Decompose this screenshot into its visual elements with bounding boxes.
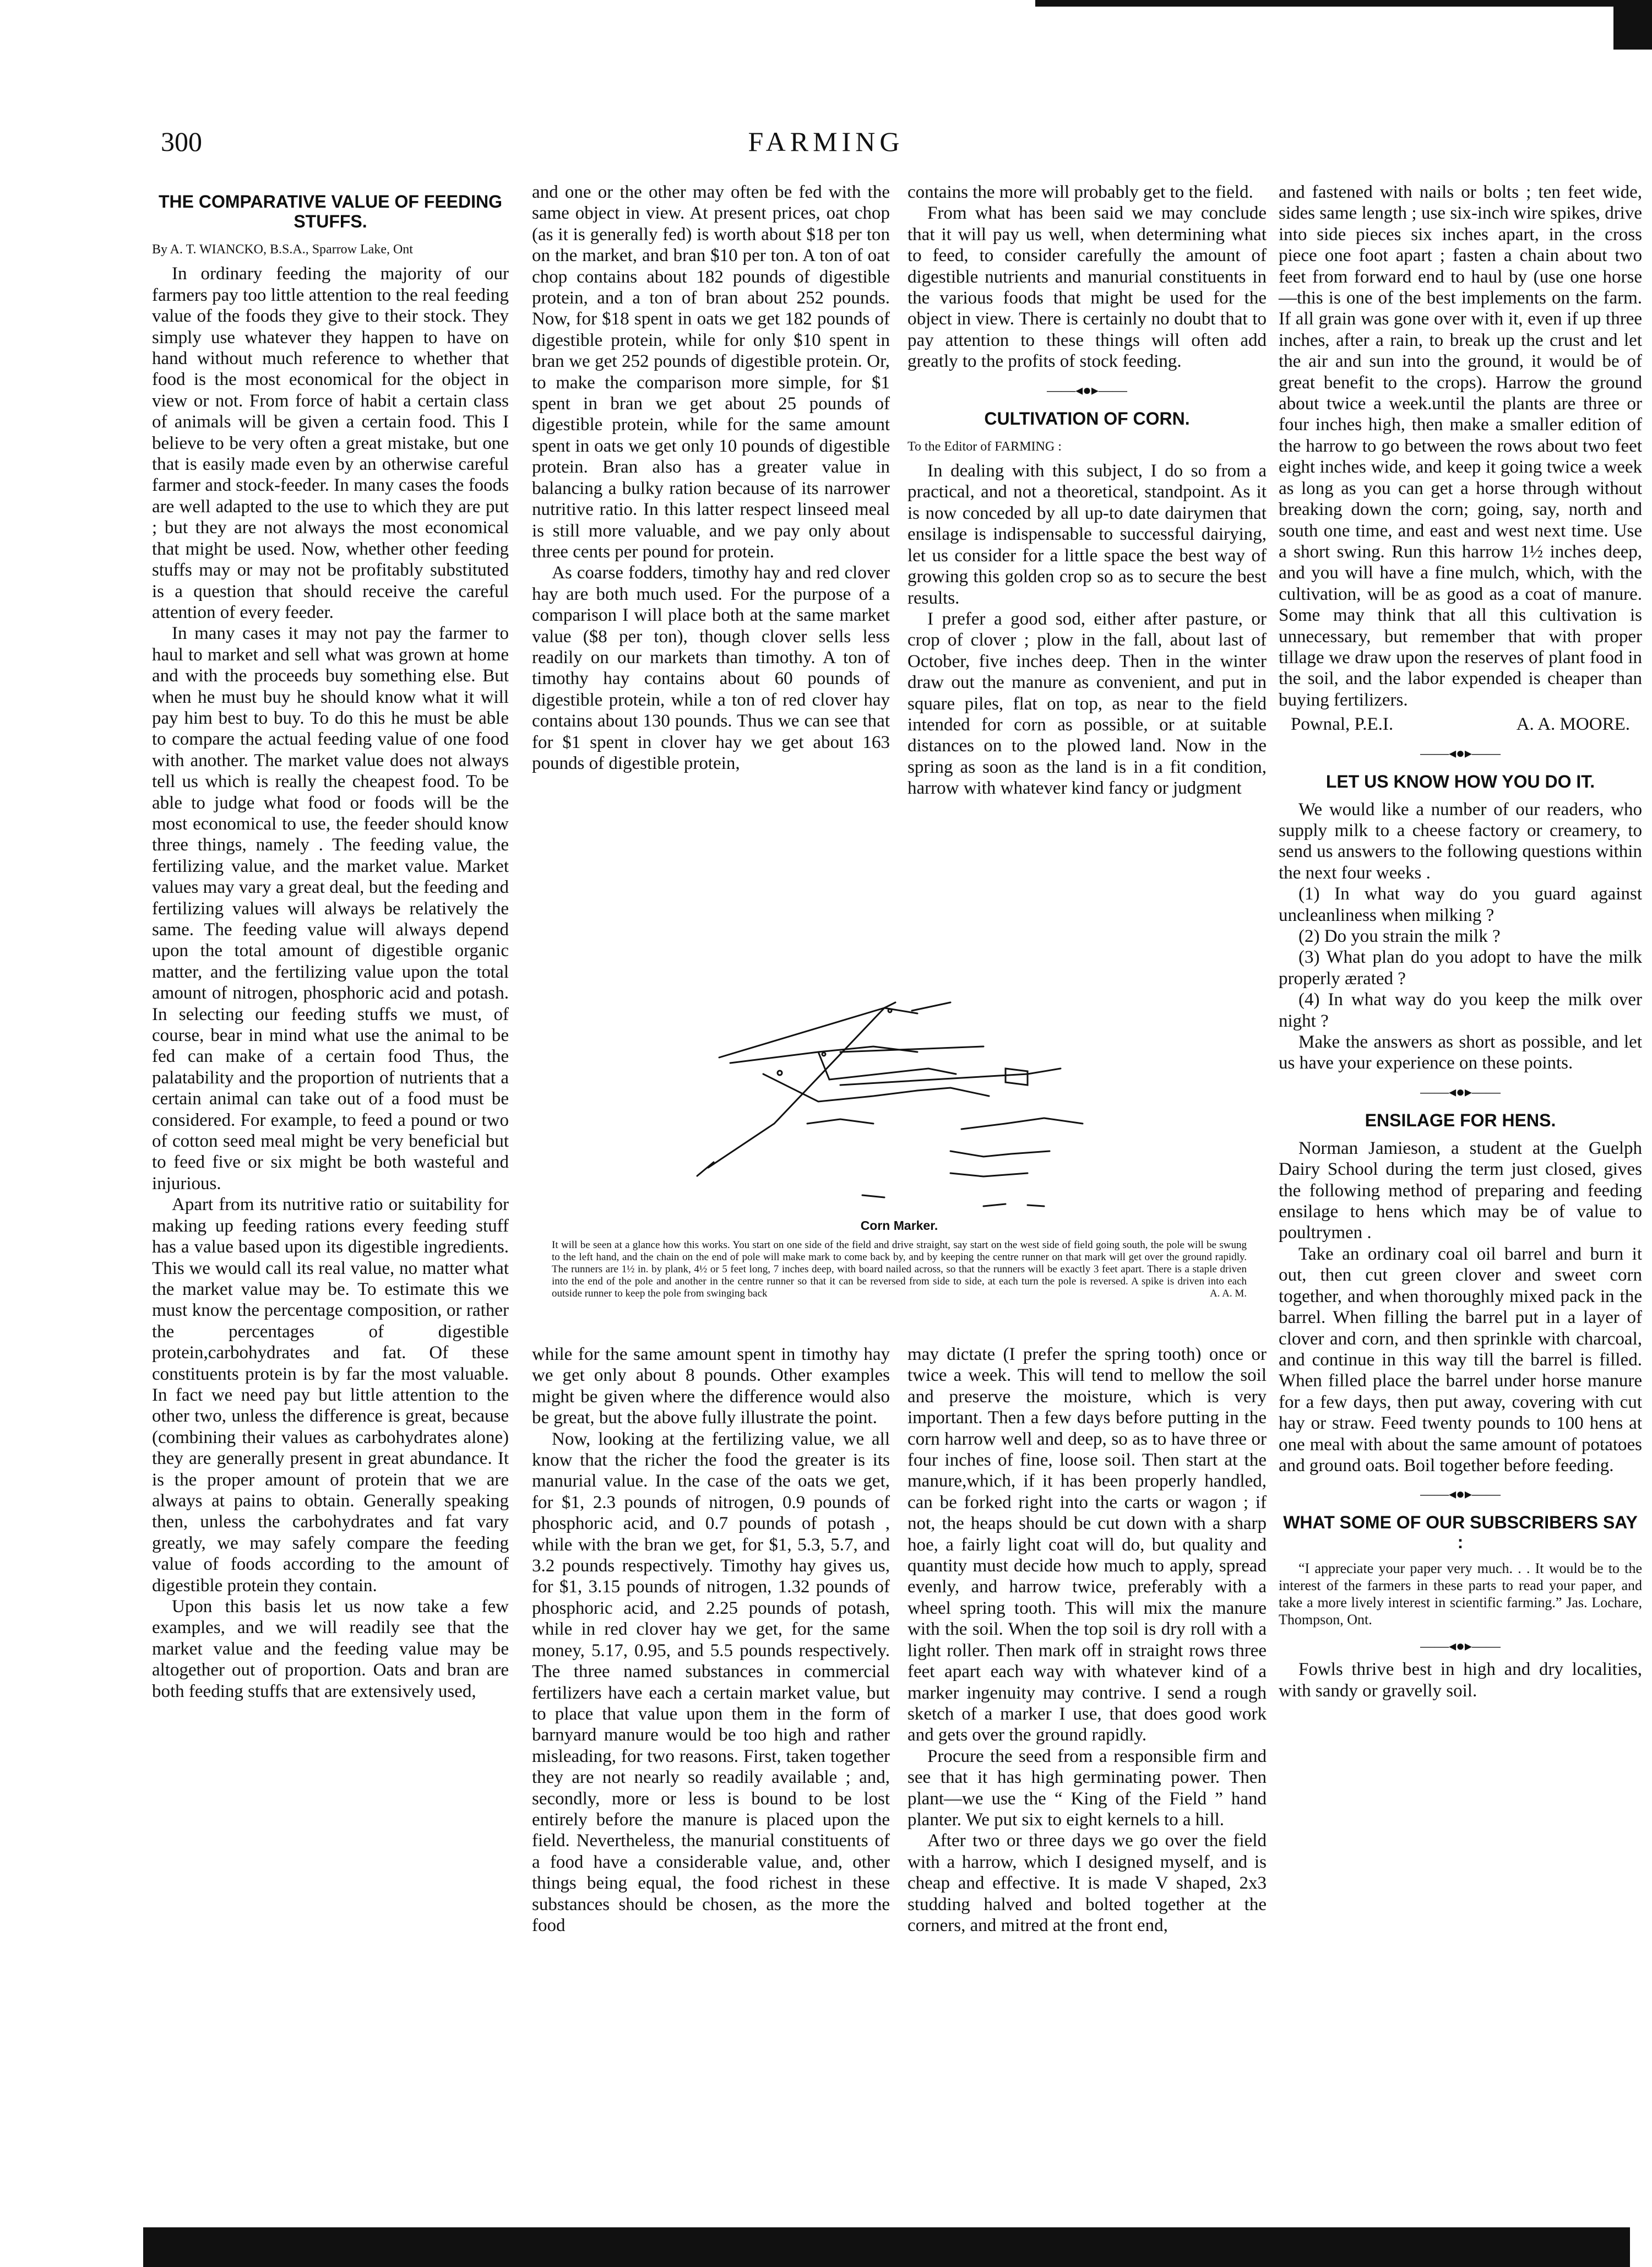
paragraph: Norman Jamieson, a student at the Guelph Dairy School during the term just closed, gives the following method of preparing and feeding ensilage to hens which may be of value to poultrymen . [1279, 1138, 1642, 1243]
column-3-bottom [907, 1344, 1267, 1936]
question: (4) In what way do you keep the milk over night ? [1279, 990, 1642, 1031]
section-divider: ——◂●▸—— [1420, 745, 1501, 761]
signoff-name: A. A. MOORE. [1516, 714, 1630, 735]
paragraph: Apart from its nutritive ratio or suitability for making up feeding rations every feeding stuff has a value based upon its digestible ingredients. This we would call its real value, no matter what the market value may be. To estimate this we must know the percentage composition, or rather the percentages of digestible protein,carbohydrates and fat. Of these constituents protein is by far the most valuable. In fact we need pay but little attention to the other two, unless the difference is great, because (combining their values as carbohydrates alone) they are generally present in great abundance. It is the proper amount of protein that we are always at pains to obtain. Generally speaking then, unless the carbohydrates and fat vary greatly, we may safely compare the feeding value of foods according to the amount of digestible protein they contain. [152, 1195, 509, 1596]
paragraph: and fastened with nails or bolts ; ten feet wide, sides same length ; use six-inch wire spikes, drive into side pieces six inches apart, in the cross piece one foot apart ; fasten a chain about two feet from forward end to haul by (use one horse—this is one of the best implements on the farm. If all grain was gone over with it, even if up three inches, after a rain, to break up the crust and let the air and sun into the ground, it would be of great benefit to the crops). Harrow the ground about twice a week.until the plants are three or four inches high, then make a smaller edition of the harrow to go between the rows about two feet eight inches wide, and keep it going twice a week as long as you can get a horse through without breaking down the corn; going, say, north and south one time, and east and west next time. Use a short swing. Run this harrow 1½ inches deep, and you will have a fine mulch, which, with the cultivation, will be as good as a coat of manure. Some may think that all this cultivation is unnecessary, but remember that with proper tillage we draw upon the reserves of plant food in the soil, and the labor expended is cheaper than buying fertilizers. [1279, 182, 1642, 710]
article-title-cultivation-of-corn: CULTIVATION OF CORN. [984, 408, 1190, 429]
corn-marker-sketch [532, 986, 1267, 1217]
scan-edge-corner [1613, 0, 1652, 50]
article-title-feeding-stuffs: THE COMPARATIVE VALUE OF FEEDING STUFFS. [158, 192, 502, 231]
article-title-subscribers-say: WHAT SOME OF OUR SUBSCRIBERS SAY : [1283, 1512, 1638, 1553]
paragraph: In many cases it may not pay the farmer to haul to market and sell what was grown at home and with the proceeds buy something else. But when he must buy he should know what it will pay him best to buy. To do this he must be able to compare the actual feeding value of one food with another. The market value does not always tell us which is really the cheapest food. To be able to judge what food or foods will be the most economical to use, the feeder should know three things, namely . The feeding value, the fertilizing value, and the market value. Market values may vary a great deal, but the feeding and fertilizing values will always be relatively the same. The feeding value will always depend upon the total amount of digestible organic matter, and the fertilizing value upon the total amount of nitrogen, phosphoric acid and potash. In selecting our feeding stuffs we must, of course, bear in mind what use the animal to be fed can make of a certain food Thus, the palatability and the proportion of nutrients that a certain animal can take out of a food must be considered. For example, to feed a pound or two of cotton seed meal might be very beneficial but to feed five or six might be both wasteful and injurious. [152, 623, 509, 1194]
paragraph: and one or the other may often be fed with the same object in view. At present prices, oat chop (as it is generally fed) is worth about $18 per ton on the market, and bran $10 per ton. A ton of oat chop contains about 182 pounds of digestible protein, and a ton of bran about 252 pounds. Now, for $18 spent in oats we get 182 pounds of digestible protein, while for only $10 spent in bran we get 252 pounds of digestible protein. Or, to make the comparison more simple, for $1 spent in bran we get about 25 pounds of digestible protein, while for the same amount spent in oats we get only 10 pounds of digestible protein. Bran also has a greater value in balancing a bulky ration because of its narrower nutritive ratio. In this latter respect linseed meal is still more valuable, and we pay only about three cents per pound for protein. [532, 182, 890, 562]
column-4 [1279, 182, 1642, 1701]
figure-caption: Corn Marker. [860, 1218, 938, 1233]
figure-description [552, 1239, 1247, 1300]
question: (3) What plan do you adopt to have the milk properly ærated ? [1279, 947, 1642, 989]
signoff-place: Pownal, P.E.I. [1291, 714, 1394, 735]
column-2 [532, 182, 890, 774]
scan-edge-bottom [143, 2213, 1630, 2267]
column-2-bottom [532, 1344, 890, 1936]
paragraph: while for the same amount spent in timothy hay we get only about 8 pounds. Other examples might be given where the difference would also be great, but the above fully illustrate the point. [532, 1344, 890, 1428]
byline: By A. T. WIANCKO, B.S.A., Sparrow Lake, Ont [152, 242, 413, 257]
question: (2) Do you strain the milk ? [1298, 926, 1501, 946]
corn-marker-figure [532, 986, 1267, 1322]
filler-paragraph: Fowls thrive best in high and dry localities, with sandy or gravelly soil. [1279, 1659, 1642, 1701]
paragraph: In ordinary feeding the majority of our farmers pay too little attention to the real feeding value of the foods they give to their stock. They simply use whatever they happen to have on hand without much reference to whether that food is the most economical for the object in view or not. From force of habit a certain class of animals will be given a certain food. This I believe to be very often a great mistake, but one that is easily made even by an otherwise careful farmer and stock-feeder. In many cases the foods are well adapted to the use to which they are put ; but they are not always the most economical that might be used. Now, whether other feeding stuffs may or may not be profitably substituted is a question that should receive the careful attention of every feeder. [152, 264, 509, 622]
paragraph: I prefer a good sod, either after pasture, or crop of clover ; plow in the fall, about last of October, five inches deep. Then in the winter draw out the manure as convenient, and put in square piles, flat on top, as near to the field intended for corn as possible, or at suitable distances on to the plowed land. Now in the spring as soon as the land is in a fit condition, harrow with whatever kind fancy or judgment [907, 609, 1267, 799]
figure-description-text: It will be seen at a glance how this works. You start on one side of the field and drive straight, say start on the west side of field going south, the pole will be swung to the left hand, and the chain on the end of pole will make mark to come back by, and by keeping the centre runner on that mark will get over the ground rapidly. The runners are 1½ in. by plank, 4½ or 5 feet long, 7 inches deep, with board nailed across, so that the runners will be exactly 3 feet apart. There is a staple driven into the end of the pole and another in the centre runner so that it can be reversed from side to side, at each turn the pole is reversed. A spike is driven into each outside runner to keep the pole from swinging back [552, 1239, 1247, 1299]
paragraph: After two or three days we go over the field with a harrow, which I designed myself, and is cheap and effective. It is made V shaped, 2x3 studding halved and bolted together at the corners, and mitred at the front end, [907, 1831, 1267, 1935]
page-number: 300 [161, 126, 202, 157]
paragraph: Procure the seed from a responsible firm and see that it has high germinating power. Then plant—we use the “ King of the Field ” hand planter. We put six to eight kernels to a hill. [907, 1746, 1267, 1830]
running-head: FARMING [748, 126, 904, 157]
paragraph: contains the more will probably get to the field. [907, 182, 1253, 202]
paragraph: Make the answers as short as possible, and let us have your experience on these points. [1279, 1032, 1642, 1073]
signoff [1279, 714, 1642, 735]
paragraph: From what has been said we may conclude that it will pay us well, when determining what to feed, to consider carefully the amount of digestible nutrients and manurial constituents in the various foods that might be used for the object in view. There is certainly no doubt that to pay attention to these things will often add greatly to the profits of stock feeding. [907, 203, 1267, 372]
paragraph: Take an ordinary coal oil barrel and burn it out, then cut green clover and sweet corn together, and when thoroughly mixed pack in the barrel. When filling the barrel put in a layer of clover and corn, and then sprinkle with charcoal, and continue in this way till the barrel is filled. When filled place the barrel under horse manure for a few days, then put away, covering with cut hay or straw. Feed twenty pounds to 100 hens at one meal with about the same amount of potatoes and ground oats. Boil together before feeding. [1279, 1244, 1642, 1476]
section-divider: ——◂●▸—— [1420, 1638, 1501, 1655]
paragraph: We would like a number of our readers, who supply milk to a cheese factory or creamery, to send us answers to the following questions within the next four weeks . [1279, 799, 1642, 883]
question: (1) In what way do you guard against uncleanliness when milking ? [1279, 884, 1642, 925]
section-divider: ——◂●▸—— [1420, 1083, 1501, 1100]
column-1 [152, 182, 509, 1702]
figure-signature: A. A. M. [1209, 1288, 1247, 1299]
dateline: To the Editor of FARMING : [907, 439, 1062, 454]
section-divider: ——◂●▸—— [1047, 382, 1127, 398]
paragraph: Upon this basis let us now take a few examples, and we will readily see that the market value and the feeding value may be altogether out of proportion. Oats and bran are both feeding stuffs that are extensively used, [152, 1597, 509, 1701]
paragraph: may dictate (I prefer the spring tooth) once or twice a week. This will tend to mellow the soil and preserve the moisture, which is very important. Then a few days before putting in the corn harrow well and deep, so as to have three or four inches of fine, loose soil. Then start at the manure,which, if it has been properly handled, can be forked right into the carts or wagon ; if not, the heaps should be cut down with a sharp hoe, a fairly light coat will do, but quality and quantity must decide how much to apply, spread evenly, and harrow twice, preferably with a wheel spring tooth. This will mix the manure with the soil. When the top soil is dry roll with a light roller. Then mark off in straight rows three feet apart each way with whatever kind of a marker ingenuity may contrive. I send a rough sketch of a marker I use, that does good work and gets over the ground rapidly. [907, 1344, 1267, 1745]
column-3 [907, 182, 1267, 799]
article-title-ensilage-for-hens: ENSILAGE FOR HENS. [1365, 1110, 1556, 1130]
section-divider: ——◂●▸—— [1420, 1486, 1501, 1503]
paragraph: In dealing with this subject, I do so from a practical, and not a theoretical, standpoint. As it is now conceded by all up-to date dairymen that ensilage is indispensable to successful dairying, let us consider for a little space the best way of growing this golden crop so as to secure the best results. [907, 461, 1267, 608]
scan-edge-top [1035, 0, 1652, 7]
subscriber-quote: “I appreciate your paper very much. . . It would be to the interest of the farmers in these parts to read your paper, and take a more lively interest in scientific farming.” Jas. Lochare, Thompson, Ont. [1279, 1560, 1642, 1628]
article-title-let-us-know: LET US KNOW HOW YOU DO IT. [1325, 771, 1595, 791]
paragraph: Now, looking at the fertilizing value, we all know that the richer the food the greater is its manurial value. In the case of the oats we get, for $1, 2.3 pounds of nitrogen, 0.9 pounds of phosphoric acid, and 0.7 pounds of potash , while with the bran we get, for $1, 5.3, 5.7, and 3.2 pounds respectively. Timothy hay gives us, for $1, 3.15 pounds of nitrogen, 1.32 pounds of phosphoric acid, and 2.25 pounds of potash, while in red clover hay we get, for the same money, 5.17, 0.95, and 5.5 pounds respectively. The three named substances in commercial fertilizers have each a certain market value, but to place that value upon them in the form of barnyard manure would be too high and rather misleading, for two reasons. First, taken together they are not nearly so readily available ; and, secondly, more or less is bound to be lost entirely before the manure is placed upon the field. Nevertheless, the manurial constituents of a food have a considerable value, and, other things being equal, the food richest in these substances should be chosen, as the more the food [532, 1429, 890, 1935]
paragraph: As coarse fodders, timothy hay and red clover hay are both much used. For the purpose of a comparison I will place both at the same market value ($8 per ton), though clover sells less readily on our markets than timothy. A ton of timothy hay contains about 60 pounds of digestible protein, while a ton of red clover hay contains about 130 pounds. Thus we can see that for $1 spent in clover hay we get about 163 pounds of digestible protein, [532, 563, 890, 773]
